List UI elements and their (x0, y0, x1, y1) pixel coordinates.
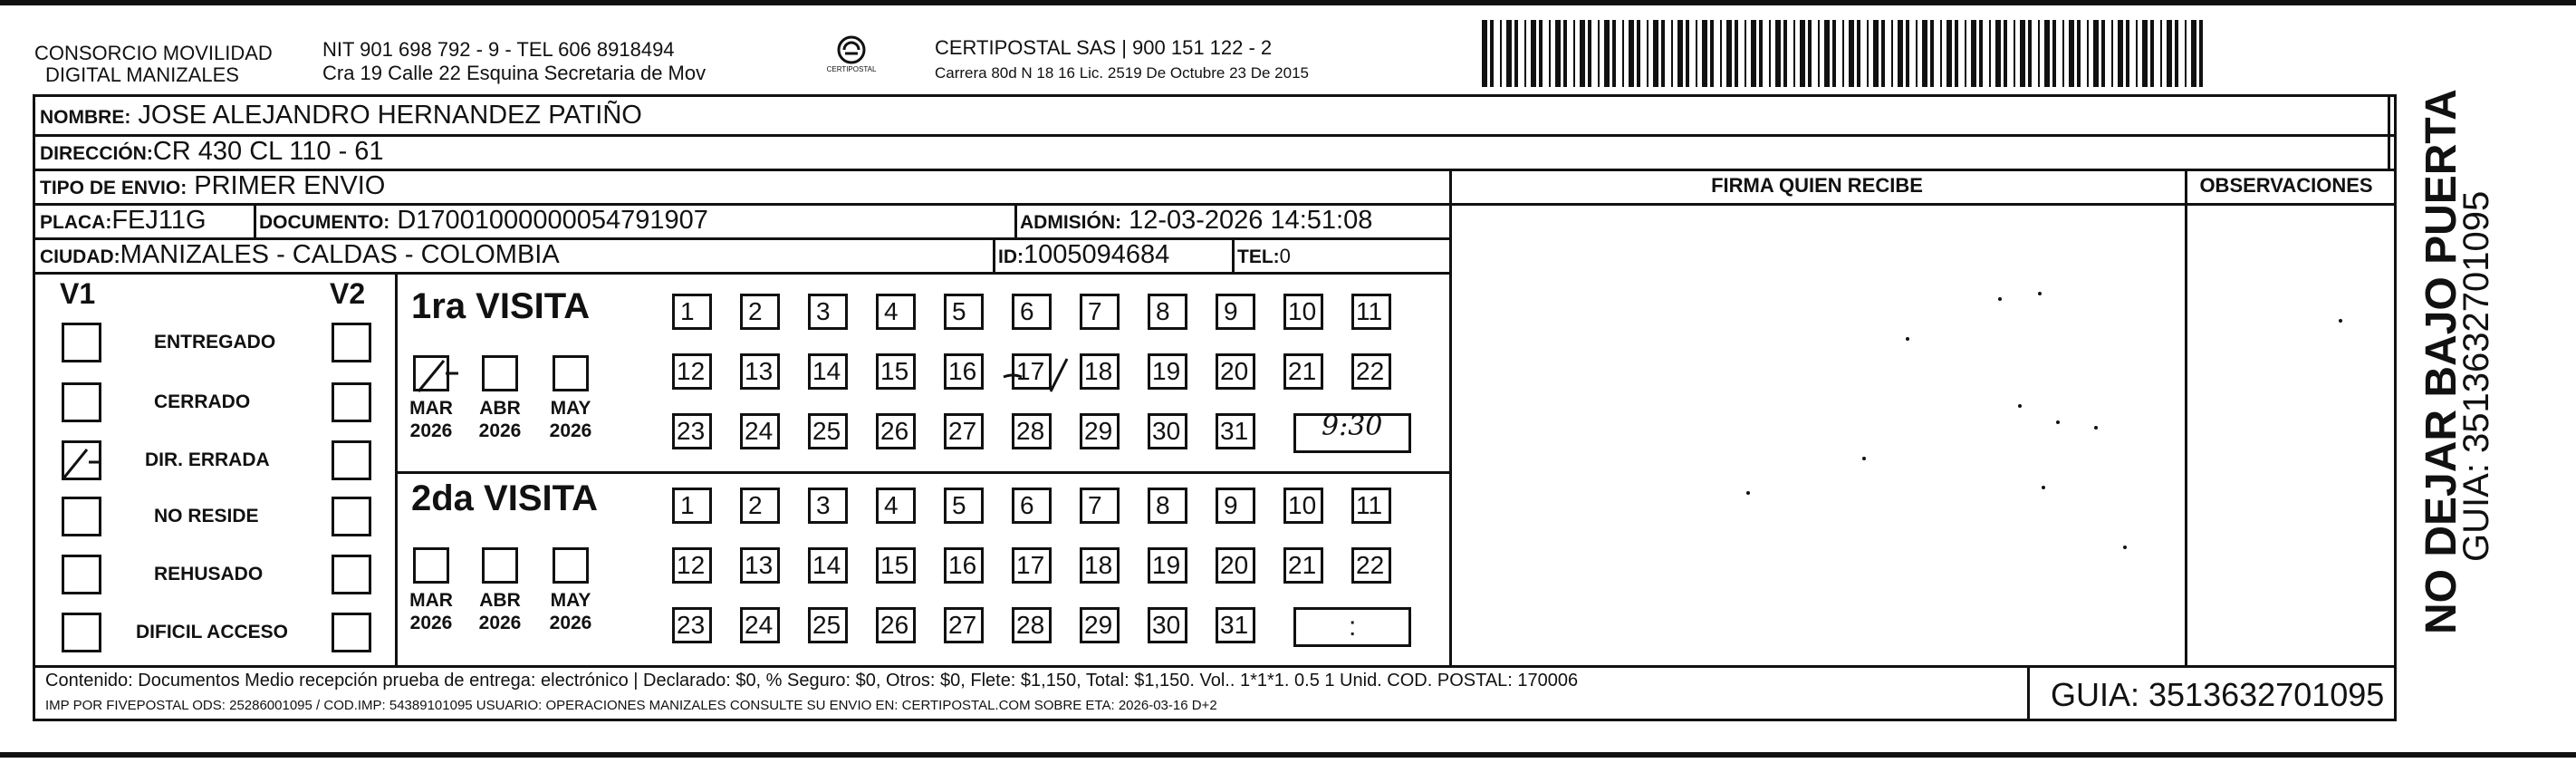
day-box[interactable]: 12 (672, 353, 712, 390)
carrier-line: CERTIPOSTAL SAS | 900 151 122 - 2 (935, 36, 1273, 59)
month-year: 2026 (549, 420, 592, 441)
month-year: 2026 (478, 420, 522, 441)
day-box[interactable]: 31 (1216, 413, 1255, 449)
day-box[interactable]: 20 (1216, 547, 1255, 584)
day-box[interactable]: 8 (1148, 294, 1187, 330)
status-label: NO RESIDE (154, 506, 259, 526)
month-name: MAR (409, 398, 453, 419)
footer-print-info: IMP POR FIVEPOSTAL ODS: 25286001095 / COD.IMP: 54389101095 USUARIO: OPERACIONES MANIZALES CONSULTE SU ENVIO EN: CERTIPOSTAL.COM SOBRE ETA: 2026-03-16 D+2 (45, 698, 1217, 713)
day-box[interactable]: 17 (1012, 353, 1052, 390)
license-line: Carrera 80d N 18 16 Lic. 2519 De Octubre 23 De 2015 (935, 64, 1309, 82)
v2-header: V2 (330, 277, 366, 310)
day-box[interactable]: 19 (1148, 353, 1187, 390)
day-box[interactable]: 4 (876, 488, 916, 524)
observaciones-header: OBSERVACIONES (2199, 174, 2373, 197)
month-name: MAY (550, 398, 591, 419)
day-box[interactable]: 22 (1351, 353, 1391, 390)
day-box[interactable]: 16 (944, 353, 984, 390)
day-box[interactable]: 10 (1283, 294, 1323, 330)
day-box[interactable]: 18 (1080, 547, 1120, 584)
day-box[interactable]: 6 (1012, 488, 1052, 524)
day-box[interactable]: 30 (1148, 607, 1187, 643)
day-box[interactable]: 20 (1216, 353, 1255, 390)
footer-content: Contenido: Documentos Medio recepción prueba de entrega: electrónico | Declarado: $0, % Seguro: $0, Otros: $0, Flete: $1,150, Total: $1,150. Vol.. 1*1*1. 0.5 1 Unid. COD. POSTAL: 170006 (45, 671, 1579, 691)
day-box[interactable]: 21 (1283, 547, 1323, 584)
first-visit-title: 1ra VISITA (411, 286, 591, 326)
month-name: MAY (550, 590, 591, 611)
day-box[interactable]: 24 (740, 607, 780, 643)
day-box[interactable]: 8 (1148, 488, 1187, 524)
side-guia: GUIA: 3513632701095 (2456, 190, 2496, 562)
day-box[interactable]: 11 (1351, 488, 1391, 524)
day-box[interactable]: 3 (808, 294, 848, 330)
ciudad-value: MANIZALES - CALDAS - COLOMBIA (120, 240, 560, 269)
month-name: ABR (479, 590, 521, 611)
day-box[interactable]: 1 (672, 488, 712, 524)
day-box[interactable]: 1 (672, 294, 712, 330)
documento-label: DOCUMENTO: (259, 212, 390, 233)
v1-header: V1 (60, 277, 96, 310)
day-box[interactable]: 24 (740, 413, 780, 449)
day-box[interactable]: 6 (1012, 294, 1052, 330)
direccion-label: DIRECCIÓN: (40, 143, 153, 164)
status-label: ENTREGADO (154, 332, 276, 353)
day-box[interactable]: 27 (944, 607, 984, 643)
logo-text: CERTIPOSTAL (826, 65, 877, 73)
status-label: DIR. ERRADA (145, 449, 270, 470)
day-box[interactable]: 29 (1080, 607, 1120, 643)
day-box[interactable]: 7 (1080, 488, 1120, 524)
ciudad-label: CIUDAD: (40, 246, 120, 267)
nombre-value: JOSE ALEJANDRO HERNANDEZ PATIÑO (138, 101, 642, 130)
month-name: MAR (409, 590, 453, 611)
day-box[interactable]: 15 (876, 353, 916, 390)
day-box[interactable]: 9 (1216, 488, 1255, 524)
second-visit-time: : (1349, 612, 1357, 642)
day-box[interactable]: 16 (944, 547, 984, 584)
placa-label: PLACA: (40, 212, 112, 233)
day-box[interactable]: 14 (808, 547, 848, 584)
tel-value: 0 (1279, 245, 1291, 267)
day-box[interactable]: 14 (808, 353, 848, 390)
day-box[interactable]: 22 (1351, 547, 1391, 584)
day-box[interactable]: 17 (1012, 547, 1052, 584)
day-box[interactable]: 28 (1012, 413, 1052, 449)
day-box[interactable]: 28 (1012, 607, 1052, 643)
nombre-label: NOMBRE: (40, 107, 131, 128)
day-box[interactable]: 31 (1216, 607, 1255, 643)
day-box[interactable]: 15 (876, 547, 916, 584)
firma-header: FIRMA QUIEN RECIBE (1711, 174, 1923, 197)
day-box[interactable]: 29 (1080, 413, 1120, 449)
first-visit-time: 9:30 (1322, 410, 1383, 442)
no-dejar-notice: NO DEJAR BAJO PUERTA (2417, 89, 2465, 634)
day-box[interactable]: 18 (1080, 353, 1120, 390)
day-box[interactable]: 3 (808, 488, 848, 524)
id-label: ID: (998, 246, 1024, 267)
day-box[interactable]: 30 (1148, 413, 1187, 449)
day-box[interactable]: 2 (740, 294, 780, 330)
admision-value: 12-03-2026 14:51:08 (1129, 206, 1373, 235)
address-line: Cra 19 Calle 22 Esquina Secretaria de Mov (322, 62, 706, 84)
day-box[interactable]: 10 (1283, 488, 1323, 524)
day-box[interactable]: 13 (740, 353, 780, 390)
day-box[interactable]: 23 (672, 607, 712, 643)
day-box[interactable]: 12 (672, 547, 712, 584)
month-year: 2026 (478, 613, 522, 633)
day-box[interactable]: 26 (876, 413, 916, 449)
status-label: CERRADO (154, 391, 251, 412)
tipo-value: PRIMER ENVIO (194, 171, 386, 200)
day-box[interactable]: 5 (944, 294, 984, 330)
second-visit-title: 2da VISITA (411, 478, 598, 518)
company-name-line1: CONSORCIO MOVILIDAD (34, 42, 273, 64)
nit-line: NIT 901 698 792 - 9 - TEL 606 8918494 (322, 38, 675, 61)
day-box[interactable]: 13 (740, 547, 780, 584)
day-box[interactable]: 9 (1216, 294, 1255, 330)
footer-guia: GUIA: 3513632701095 (2051, 676, 2385, 713)
day-box[interactable]: 7 (1080, 294, 1120, 330)
day-box[interactable]: 11 (1351, 294, 1391, 330)
day-box[interactable]: 2 (740, 488, 780, 524)
month-year: 2026 (409, 613, 453, 633)
direccion-value: CR 430 CL 110 - 61 (152, 137, 384, 166)
placa-value: FEJ11G (111, 206, 207, 235)
day-box[interactable]: 5 (944, 488, 984, 524)
day-box[interactable]: 19 (1148, 547, 1187, 584)
company-name-line2: DIGITAL MANIZALES (45, 63, 239, 86)
day-box[interactable]: 25 (808, 413, 848, 449)
day-box[interactable]: 4 (876, 294, 916, 330)
tel-label: TEL: (1237, 246, 1280, 267)
day-box[interactable]: 27 (944, 413, 984, 449)
day-box[interactable]: 23 (672, 413, 712, 449)
status-label: REHUSADO (154, 564, 264, 584)
documento-value: D17001000000054791907 (397, 206, 708, 235)
tipo-label: TIPO DE ENVIO: (40, 178, 187, 198)
day-box[interactable]: 25 (808, 607, 848, 643)
id-value: 1005094684 (1024, 240, 1170, 269)
month-name: ABR (479, 398, 521, 419)
status-label: DIFICIL ACCESO (136, 622, 289, 642)
month-year: 2026 (549, 613, 592, 633)
day-box[interactable]: 21 (1283, 353, 1323, 390)
day-box[interactable]: 26 (876, 607, 916, 643)
admision-label: ADMISIÓN: (1020, 212, 1121, 233)
month-year: 2026 (409, 420, 453, 441)
